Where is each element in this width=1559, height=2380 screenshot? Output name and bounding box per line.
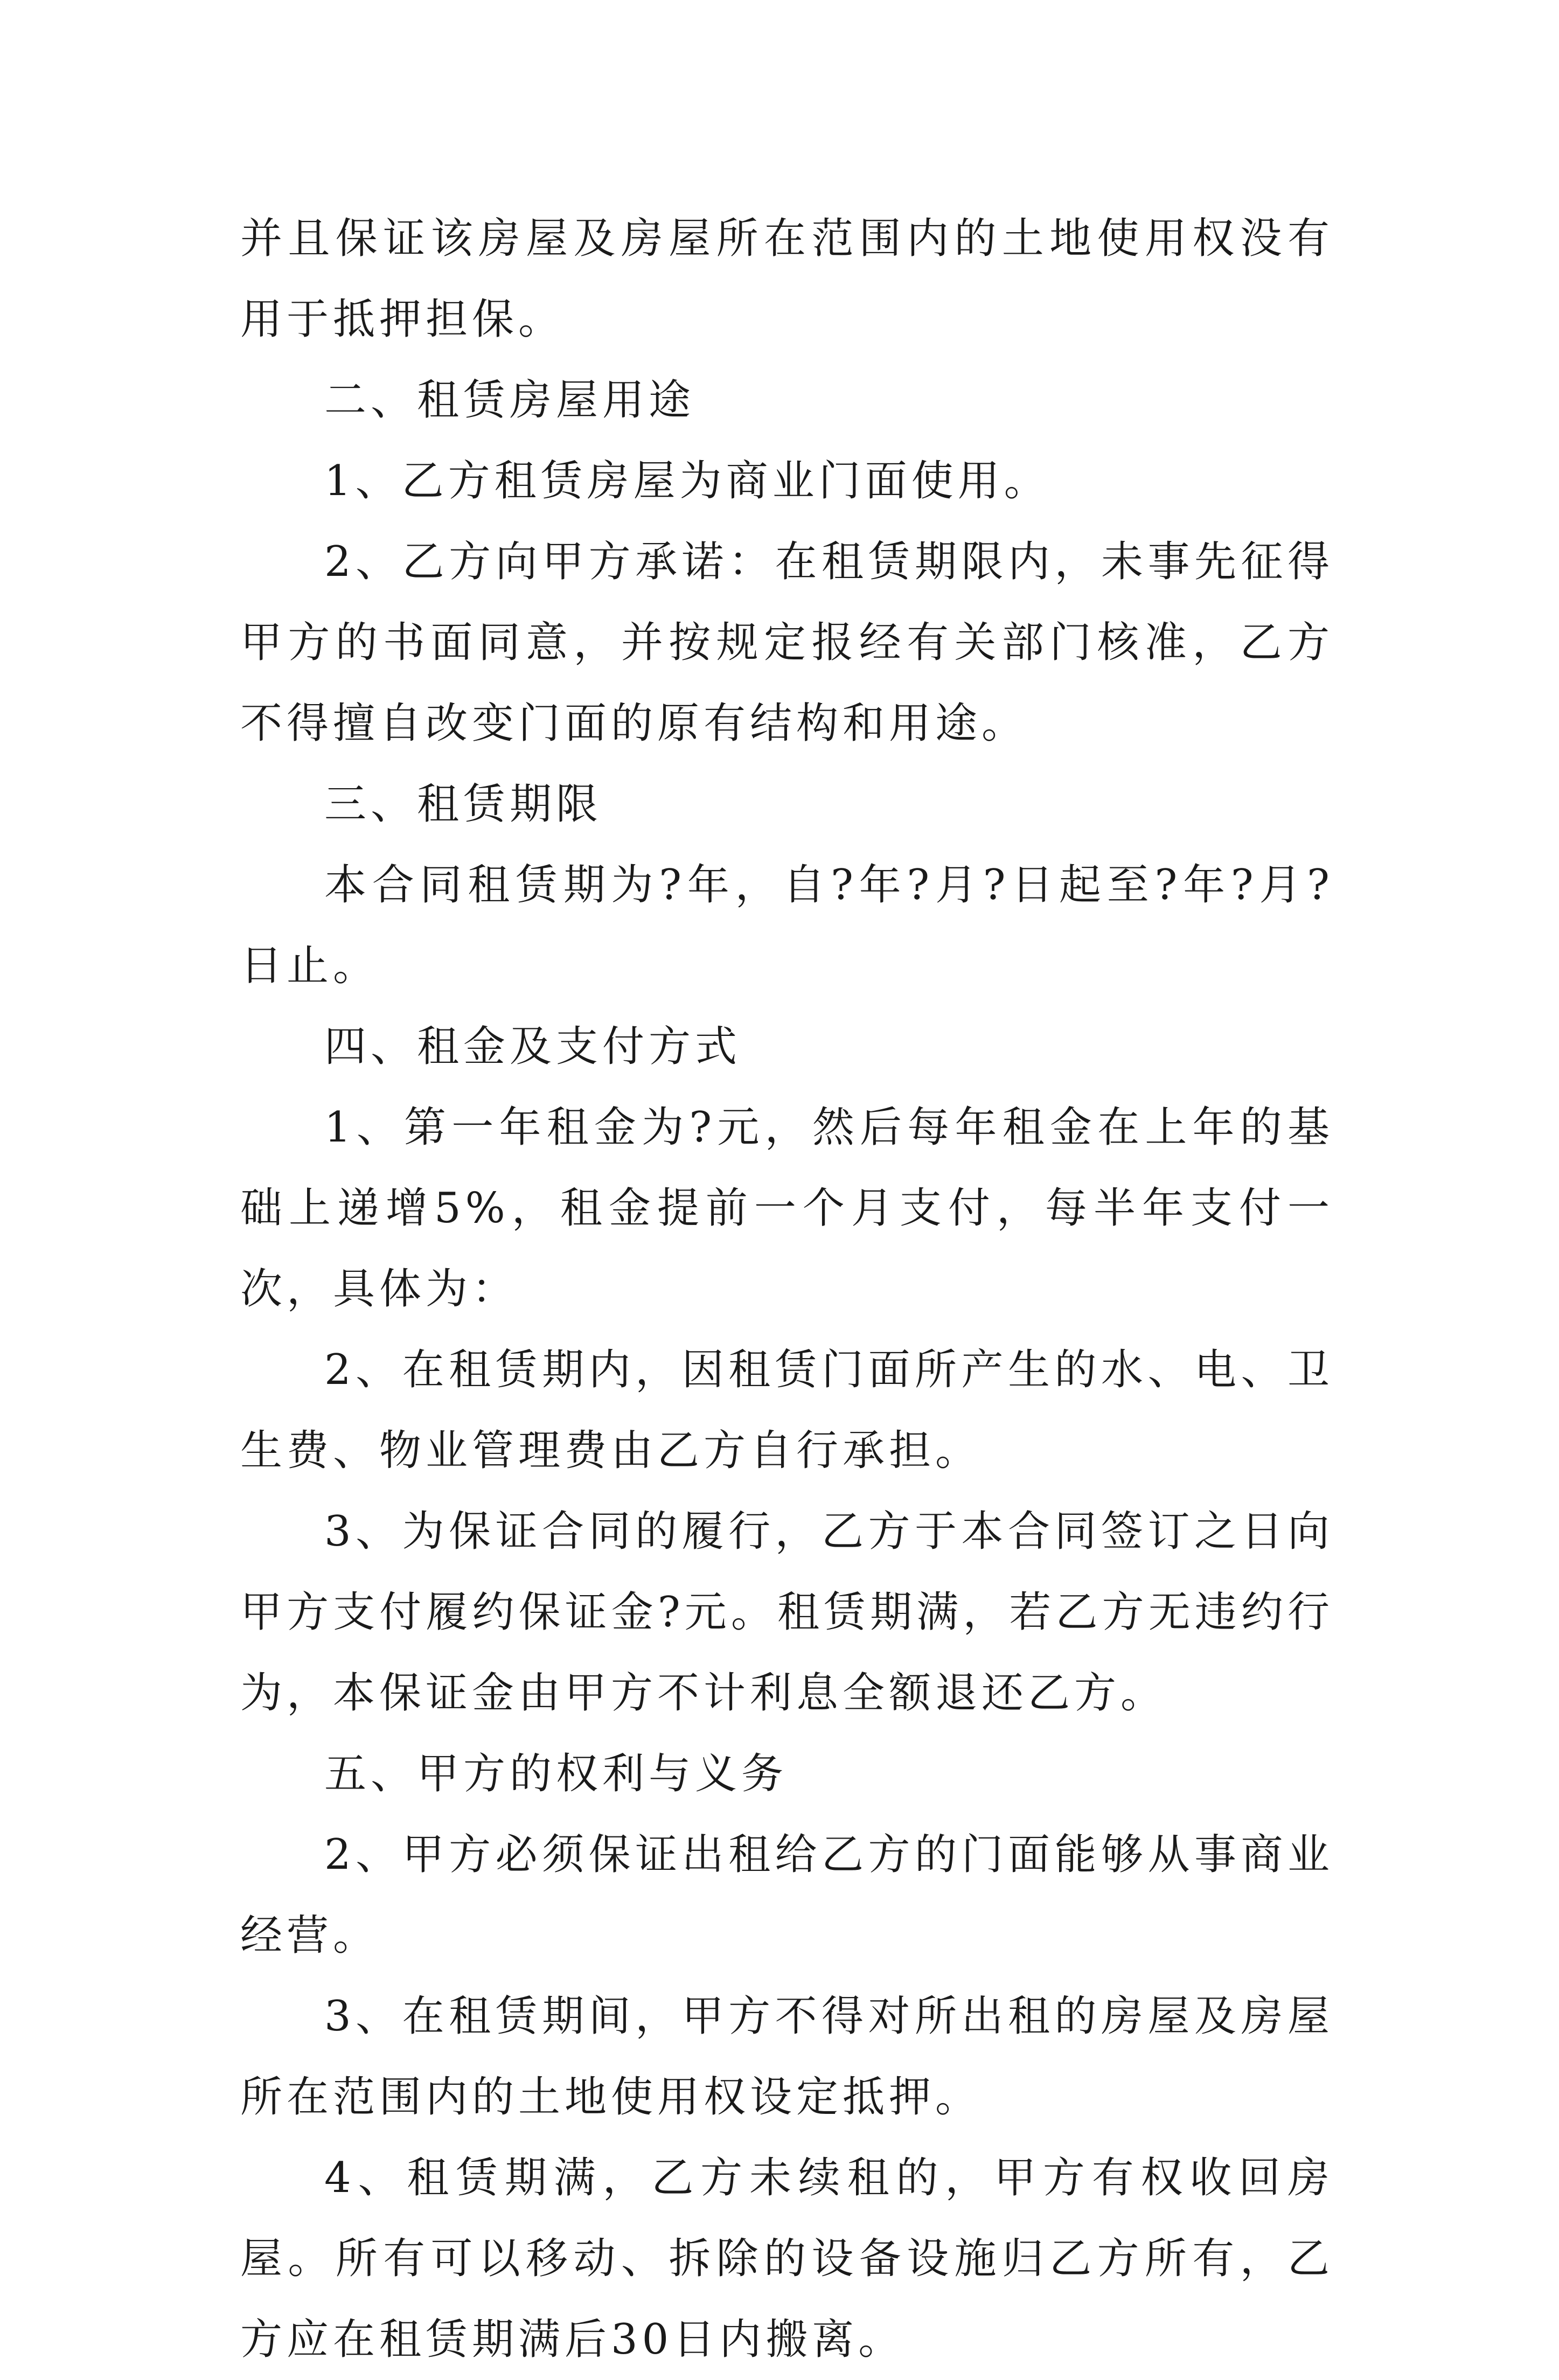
section-heading-purpose: 二、租赁房屋用途: [324, 376, 695, 424]
paragraph-party-a-2: 2、甲方必须保证出租给乙方的门面能够从事商业经营。: [240, 1831, 1334, 1960]
section-heading-term: 三、租赁期限: [324, 780, 603, 829]
paragraph-purpose-2: 2、乙方向甲方承诺：在租赁期限内，未事先征得甲方的书面同意，并按规定报经有关部门核准，乙方不得擅自改变门面的原有结构和用途。: [240, 538, 1334, 748]
paragraph-party-a-4: 4、租赁期满，乙方未续租的，甲方有权收回房屋。所有可以移动、拆除的设备设施归乙方所有，乙方应在租赁期满后30日内搬离。: [240, 2154, 1334, 2364]
paragraph-party-a-3: 3、在租赁期间，甲方不得对所出租的房屋及房屋所在范围内的土地使用权设定抵押。: [240, 1992, 1334, 2121]
section-heading-party-a: 五、甲方的权利与义务: [324, 1750, 788, 1798]
paragraph-continuation: 并且保证该房屋及房屋所在范围内的土地使用权没有用于抵押担保。: [240, 214, 1334, 344]
paragraph-rent-1: 1、第一年租金为?元，然后每年租金在上年的基础上递增5%，租金提前一个月支付，每半年支付一次，具体为：: [240, 1103, 1334, 1313]
document-body: [240, 198, 1334, 2380]
paragraph-rent-3: 3、为保证合同的履行，乙方于本合同签订之日向甲方支付履约保证金?元。租赁期满，若乙方无违约行为，本保证金由甲方不计利息全额退还乙方。: [240, 1507, 1334, 1717]
paragraph-purpose-1: 1、乙方租赁房屋为商业门面使用。: [324, 457, 1050, 505]
paragraph-rent-2: 2、在租赁期内，因租赁门面所产生的水、电、卫生费、物业管理费由乙方自行承担。: [240, 1346, 1334, 1475]
section-heading-rent: 四、租金及支付方式: [324, 1022, 742, 1071]
paragraph-term: 本合同租赁期为?年，自?年?月?日起至?年?月?日止。: [240, 861, 1334, 990]
